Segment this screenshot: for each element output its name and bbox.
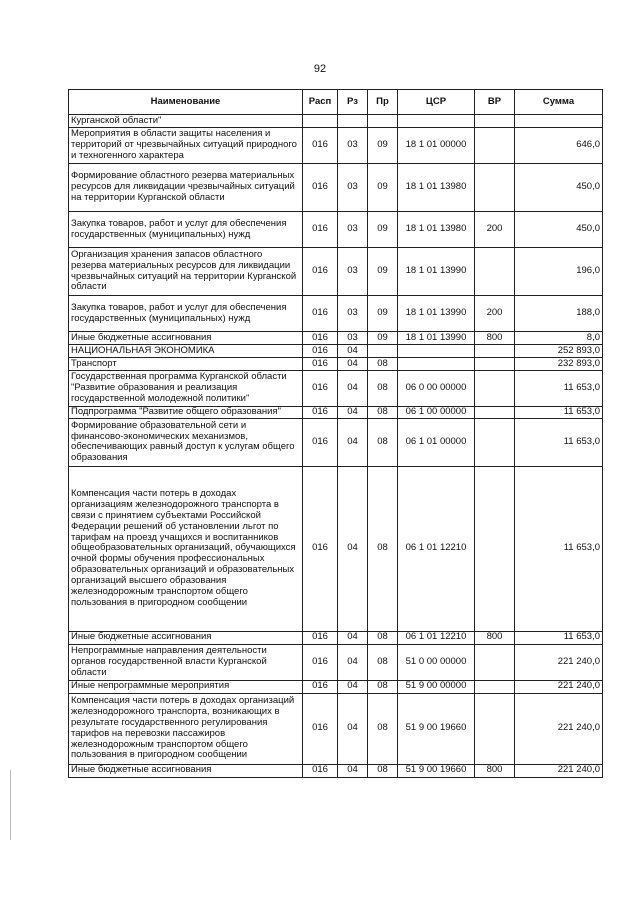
page-number: 92 (313, 63, 327, 75)
table-row (69, 631, 603, 644)
cell-rasp: 016 (303, 128, 338, 164)
cell-sum: 8,0 (515, 332, 603, 345)
cell-rz: 04 (338, 693, 368, 764)
scan-margin-line (10, 770, 11, 840)
header-rasp: Расп (303, 90, 338, 115)
cell-csr: 06 1 01 12210 (398, 631, 475, 644)
cell-name: Курганской области" (69, 115, 303, 128)
table-body (69, 115, 603, 778)
cell-name: Компенсация части потерь в доходах организациям железнодорожного транспорта в связи с принятием субъектами Российской Федерации решений об установлении льгот по тарифам на проезд учащихся и воспитанников общеобразовательных организаций, обучающихся очной формы обучения профессиональных образовательных организаций и образовательных организаций высшего образования железнодорожным транспортом общего пользования в пригородном сообщении (69, 466, 303, 631)
cell-rasp: 016 (303, 418, 338, 466)
header-name: Наименование (69, 90, 303, 115)
cell-csr: 06 1 01 00000 (398, 418, 475, 466)
cell-rasp: 016 (303, 680, 338, 693)
cell-name: Иные бюджетные ассигнования (69, 332, 303, 345)
cell-name: Организация хранения запасов областного резерва материальных ресурсов для ликвидации чрезвычайных ситуаций на территории Курганской области (69, 248, 303, 296)
cell-vr: 800 (475, 631, 515, 644)
cell-rasp: 016 (303, 631, 338, 644)
cell-rasp: 016 (303, 407, 338, 419)
cell-rz: 04 (338, 407, 368, 419)
cell-rasp: 016 (303, 644, 338, 680)
cell-pr: 08 (368, 631, 398, 644)
cell-rz: 04 (338, 631, 368, 644)
table-row (69, 332, 603, 345)
budget-table (68, 89, 603, 778)
cell-vr: 800 (475, 332, 515, 345)
cell-csr (398, 358, 475, 371)
cell-vr (475, 693, 515, 764)
cell-vr (475, 466, 515, 631)
cell-sum: 450,0 (515, 212, 603, 248)
cell-rasp: 016 (303, 764, 338, 777)
header-sum: Сумма (515, 90, 603, 115)
cell-rz: 04 (338, 680, 368, 693)
cell-vr (475, 164, 515, 212)
cell-name: Формирование областного резерва материальных ресурсов для ликвидации чрезвычайных ситуаций на территории Курганской области (69, 164, 303, 212)
cell-rasp: 016 (303, 248, 338, 296)
cell-pr: 08 (368, 407, 398, 419)
cell-vr (475, 418, 515, 466)
cell-rz: 03 (338, 332, 368, 345)
cell-vr (475, 371, 515, 407)
cell-csr: 51 0 00 00000 (398, 644, 475, 680)
cell-rz: 03 (338, 212, 368, 248)
header-vr: ВР (475, 90, 515, 115)
cell-sum: 221 240,0 (515, 680, 603, 693)
cell-rasp: 016 (303, 164, 338, 212)
cell-pr: 09 (368, 128, 398, 164)
table-row (69, 128, 603, 164)
cell-pr: 09 (368, 296, 398, 332)
cell-pr: 08 (368, 466, 398, 631)
cell-vr (475, 680, 515, 693)
cell-pr: 08 (368, 358, 398, 371)
cell-sum: 221 240,0 (515, 644, 603, 680)
table-row (69, 407, 603, 419)
header-rz: Рз (338, 90, 368, 115)
cell-name: Компенсация части потерь в доходах организаций железнодорожного транспорта, возникающих в результате государственного регулирования тарифов на перевозки пассажиров железнодорожным транспортом общего пользования в пригородном сообщении (69, 693, 303, 764)
cell-csr: 06 1 01 12210 (398, 466, 475, 631)
cell-csr: 18 1 01 13990 (398, 248, 475, 296)
cell-name: НАЦИОНАЛЬНАЯ ЭКОНОМИКА (69, 345, 303, 358)
cell-csr: 06 0 00 00000 (398, 371, 475, 407)
cell-sum: 11 653,0 (515, 418, 603, 466)
table-row (69, 358, 603, 371)
header-csr: ЦСР (398, 90, 475, 115)
cell-name: Государственная программа Курганской области "Развитие образования и реализация государственной молодежной политики" (69, 371, 303, 407)
cell-name: Иные бюджетные ассигнования (69, 764, 303, 777)
cell-rz: 04 (338, 644, 368, 680)
cell-vr (475, 358, 515, 371)
cell-rasp: 016 (303, 332, 338, 345)
cell-rasp: 016 (303, 371, 338, 407)
cell-vr (475, 248, 515, 296)
cell-pr: 08 (368, 644, 398, 680)
table-row (69, 693, 603, 764)
cell-sum: 232 893,0 (515, 358, 603, 371)
table-row (69, 164, 603, 212)
cell-sum: 221 240,0 (515, 693, 603, 764)
cell-name: Закупка товаров, работ и услуг для обеспечения государственных (муниципальных) нужд (69, 296, 303, 332)
cell-rz: 03 (338, 128, 368, 164)
cell-csr: 51 9 00 00000 (398, 680, 475, 693)
cell-vr (475, 115, 515, 128)
cell-rz: 04 (338, 358, 368, 371)
cell-vr (475, 345, 515, 358)
cell-csr (398, 115, 475, 128)
cell-pr: 09 (368, 332, 398, 345)
table-row (69, 345, 603, 358)
cell-rz (338, 115, 368, 128)
table-row (69, 371, 603, 407)
table-row (69, 296, 603, 332)
cell-pr: 08 (368, 418, 398, 466)
cell-sum (515, 115, 603, 128)
cell-name: Иные бюджетные ассигнования (69, 631, 303, 644)
cell-pr: 08 (368, 371, 398, 407)
cell-csr: 18 1 01 00000 (398, 128, 475, 164)
cell-pr (368, 115, 398, 128)
cell-rasp: 016 (303, 693, 338, 764)
table-row (69, 248, 603, 296)
cell-rz: 04 (338, 764, 368, 777)
cell-name: Закупка товаров, работ и услуг для обеспечения государственных (муниципальных) нужд (69, 212, 303, 248)
cell-rasp: 016 (303, 212, 338, 248)
cell-sum: 188,0 (515, 296, 603, 332)
cell-rasp: 016 (303, 466, 338, 631)
cell-pr: 09 (368, 164, 398, 212)
cell-csr: 06 1 00 00000 (398, 407, 475, 419)
cell-rasp: 016 (303, 358, 338, 371)
cell-sum: 11 653,0 (515, 371, 603, 407)
header-pr: Пр (368, 90, 398, 115)
table-row (69, 115, 603, 128)
cell-name: Иные непрограммные мероприятия (69, 680, 303, 693)
table-row (69, 680, 603, 693)
cell-vr (475, 128, 515, 164)
table-row (69, 764, 603, 777)
cell-vr: 800 (475, 764, 515, 777)
cell-rz: 04 (338, 345, 368, 358)
cell-rz: 04 (338, 371, 368, 407)
cell-pr: 09 (368, 248, 398, 296)
cell-sum: 196,0 (515, 248, 603, 296)
cell-csr: 18 1 01 13980 (398, 164, 475, 212)
cell-csr: 51 9 00 19660 (398, 764, 475, 777)
cell-name: Мероприятия в области защиты населения и территорий от чрезвычайных ситуаций природного и техногенного характера (69, 128, 303, 164)
cell-sum: 450,0 (515, 164, 603, 212)
cell-rz: 04 (338, 418, 368, 466)
cell-csr: 18 1 01 13990 (398, 296, 475, 332)
cell-sum: 646,0 (515, 128, 603, 164)
cell-rz: 04 (338, 466, 368, 631)
table-header-row (69, 90, 603, 115)
cell-rz: 03 (338, 296, 368, 332)
table-row (69, 466, 603, 631)
cell-csr: 18 1 01 13990 (398, 332, 475, 345)
cell-rasp: 016 (303, 345, 338, 358)
table-row (69, 644, 603, 680)
cell-pr: 08 (368, 693, 398, 764)
cell-pr: 09 (368, 212, 398, 248)
table-row (69, 212, 603, 248)
cell-name: Непрограммные направления деятельности органов государственной власти Курганской области (69, 644, 303, 680)
cell-pr: 08 (368, 680, 398, 693)
cell-sum: 11 653,0 (515, 631, 603, 644)
cell-vr (475, 644, 515, 680)
cell-csr: 51 9 00 19660 (398, 693, 475, 764)
cell-csr: 18 1 01 13980 (398, 212, 475, 248)
cell-vr: 200 (475, 212, 515, 248)
cell-sum: 11 653,0 (515, 407, 603, 419)
cell-rasp: 016 (303, 296, 338, 332)
cell-pr: 08 (368, 764, 398, 777)
cell-csr (398, 345, 475, 358)
cell-rz: 03 (338, 248, 368, 296)
cell-vr: 200 (475, 296, 515, 332)
cell-name: Формирование образовательной сети и финансово-экономических механизмов, обеспечивающих равный доступ к услугам общего образования (69, 418, 303, 466)
table-row (69, 418, 603, 466)
cell-rz: 03 (338, 164, 368, 212)
cell-vr (475, 407, 515, 419)
cell-name: Подпрограмма "Развитие общего образования" (69, 407, 303, 419)
cell-rasp (303, 115, 338, 128)
cell-sum: 11 653,0 (515, 466, 603, 631)
cell-sum: 221 240,0 (515, 764, 603, 777)
cell-name: Транспорт (69, 358, 303, 371)
cell-sum: 252 893,0 (515, 345, 603, 358)
cell-pr (368, 345, 398, 358)
